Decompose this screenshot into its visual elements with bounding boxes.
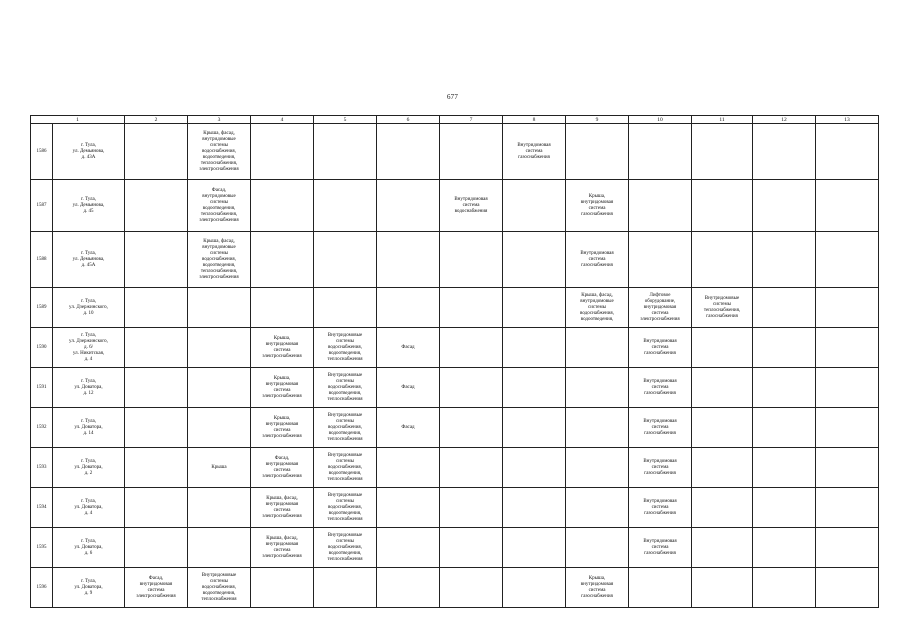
column-header-2: 2 [125, 116, 188, 124]
work-cell-col-7 [440, 124, 503, 180]
table-row [31, 180, 879, 232]
column-header-3: 3 [188, 116, 251, 124]
work-cell-col-13 [816, 124, 879, 180]
work-cell-col-10 [629, 328, 692, 368]
work-cell-col-3 [188, 408, 251, 448]
work-cell-col-9 [566, 448, 629, 488]
table-row [31, 568, 879, 608]
work-cell-col-11 [692, 328, 753, 368]
table-row [31, 288, 879, 328]
address-cell [53, 568, 125, 608]
work-cell-col-5 [314, 328, 377, 368]
row-number: 1593 [31, 448, 53, 488]
column-header-9: 9 [566, 116, 629, 124]
table-row [31, 328, 879, 368]
work-cell-col-4 [251, 180, 314, 232]
work-cell-col-5 [314, 408, 377, 448]
cell-text: Фасад, внутридомовая система электроснабжения [262, 455, 302, 479]
work-cell-col-5 [314, 180, 377, 232]
work-cell-col-6 [377, 448, 440, 488]
work-cell-col-3 [188, 568, 251, 608]
work-cell-col-5 [314, 448, 377, 488]
work-cell-col-12 [753, 180, 816, 232]
work-cell-col-4 [251, 408, 314, 448]
table-body [31, 124, 879, 608]
cell-text: г. Тула, ул. Доватора, д. 2 [74, 458, 103, 476]
work-cell-col-2 [125, 488, 188, 528]
work-cell-col-12 [753, 232, 816, 288]
cell-text: г. Тула, ул. Демьянова, д. 45А [72, 250, 105, 268]
address-cell [53, 180, 125, 232]
work-cell-col-6 [377, 232, 440, 288]
work-cell-col-6 [377, 488, 440, 528]
work-cell-col-2 [125, 124, 188, 180]
work-cell-col-4 [251, 288, 314, 328]
cell-text: Внутридомовая система газоснабжения [643, 458, 677, 476]
cell-text: Крыша, фасад, внутридомовая система электроснабжения [262, 495, 302, 519]
address-cell [53, 368, 125, 408]
work-cell-col-8 [503, 488, 566, 528]
work-cell-col-8 [503, 368, 566, 408]
cell-text: Фасад [401, 344, 415, 350]
work-cell-col-9 [566, 232, 629, 288]
cell-text: г. Тула, ул. Дзержинского, д. 6/ ул. Никитская, д. 4 [69, 332, 108, 362]
work-cell-col-9 [566, 568, 629, 608]
work-cell-col-9 [566, 368, 629, 408]
work-cell-col-9 [566, 488, 629, 528]
row-number: 1589 [31, 288, 53, 328]
work-cell-col-3 [188, 288, 251, 328]
column-header-7: 7 [440, 116, 503, 124]
work-cell-col-10 [629, 408, 692, 448]
row-number: 1595 [31, 528, 53, 568]
work-cell-col-9 [566, 528, 629, 568]
cell-text: Внутридомовая система газоснабжения [643, 538, 677, 556]
work-cell-col-12 [753, 568, 816, 608]
work-cell-col-8 [503, 124, 566, 180]
work-cell-col-5 [314, 124, 377, 180]
work-cell-col-2 [125, 408, 188, 448]
work-cell-col-12 [753, 124, 816, 180]
work-cell-col-11 [692, 180, 753, 232]
cell-text: г. Тула, ул. Доватора, д. 14 [74, 418, 103, 436]
table-row [31, 408, 879, 448]
work-cell-col-4 [251, 328, 314, 368]
work-cell-col-9 [566, 180, 629, 232]
work-cell-col-11 [692, 568, 753, 608]
work-cell-col-7 [440, 488, 503, 528]
work-cell-col-11 [692, 408, 753, 448]
work-cell-col-7 [440, 288, 503, 328]
work-cell-col-5 [314, 488, 377, 528]
address-cell [53, 328, 125, 368]
cell-text: Внутридомовая система водоснабжения [454, 196, 488, 214]
header-row [31, 116, 879, 124]
row-number: 1592 [31, 408, 53, 448]
work-cell-col-8 [503, 288, 566, 328]
cell-text: Внутридомовые системы водоснабжения, водоотведения, теплоснабжения [327, 332, 363, 362]
cell-text: Фасад, внутридомовые системы водоотведения, теплоснабжения, электроснабжения [199, 187, 239, 223]
row-number: 1588 [31, 232, 53, 288]
work-cell-col-9 [566, 328, 629, 368]
address-cell [53, 232, 125, 288]
work-cell-col-8 [503, 328, 566, 368]
work-cell-col-10 [629, 448, 692, 488]
work-cell-col-6 [377, 124, 440, 180]
cell-text: г. Тула, ул. Доватора, д. 6 [74, 538, 103, 556]
cell-text: Внутридомовые системы водоснабжения, водоотведения, теплоснабжения [327, 412, 363, 442]
work-cell-col-7 [440, 408, 503, 448]
work-cell-col-13 [816, 232, 879, 288]
work-cell-col-4 [251, 528, 314, 568]
cell-text: г. Тула, ул. Доватора, д. 4 [74, 498, 103, 516]
column-header-1: 1 [31, 116, 125, 124]
work-cell-col-13 [816, 328, 879, 368]
cell-text: Внутридомовая система газоснабжения [643, 338, 677, 356]
work-cell-col-10 [629, 568, 692, 608]
work-cell-col-3 [188, 368, 251, 408]
work-cell-col-2 [125, 568, 188, 608]
table-row [31, 232, 879, 288]
cell-text: Крыша, внутридомовая система газоснабжения [580, 575, 614, 599]
cell-text: Крыша, фасад, внутридомовые системы водоснабжения, водоотведения, теплоснабжения, электроснабжения [199, 238, 239, 280]
work-cell-col-6 [377, 528, 440, 568]
work-cell-col-12 [753, 328, 816, 368]
cell-text: Фасад, внутридомовая система электроснабжения [136, 575, 176, 599]
work-cell-col-3 [188, 180, 251, 232]
address-cell [53, 448, 125, 488]
work-cell-col-10 [629, 528, 692, 568]
work-cell-col-6 [377, 568, 440, 608]
work-cell-col-10 [629, 488, 692, 528]
work-cell-col-10 [629, 232, 692, 288]
work-cell-col-3 [188, 448, 251, 488]
work-cell-col-11 [692, 528, 753, 568]
work-cell-col-7 [440, 180, 503, 232]
work-cell-col-5 [314, 288, 377, 328]
work-cell-col-3 [188, 328, 251, 368]
cell-text: Внутридомовая система газоснабжения [580, 250, 614, 268]
work-cell-col-5 [314, 368, 377, 408]
work-cell-col-3 [188, 124, 251, 180]
repair-schedule-table [30, 115, 879, 608]
work-cell-col-6 [377, 288, 440, 328]
work-cell-col-8 [503, 528, 566, 568]
work-cell-col-8 [503, 232, 566, 288]
cell-text: г. Тула, ул. Доватора, д. 9 [74, 578, 103, 596]
work-cell-col-12 [753, 488, 816, 528]
cell-text: Внутридомовая система газоснабжения [643, 418, 677, 436]
work-cell-col-10 [629, 180, 692, 232]
work-cell-col-11 [692, 288, 753, 328]
work-cell-col-3 [188, 528, 251, 568]
work-cell-col-10 [629, 288, 692, 328]
work-cell-col-11 [692, 488, 753, 528]
work-cell-col-10 [629, 368, 692, 408]
work-cell-col-8 [503, 448, 566, 488]
work-cell-col-2 [125, 328, 188, 368]
work-cell-col-8 [503, 568, 566, 608]
work-cell-col-2 [125, 448, 188, 488]
work-cell-col-13 [816, 368, 879, 408]
cell-text: Внутридомовые системы теплоснабжения, газоснабжения [703, 295, 741, 319]
cell-text: Крыша, внутридомовая система газоснабжения [580, 193, 614, 217]
cell-text: Внутридомовые системы водоснабжения, водоотведения, теплоснабжения [327, 532, 363, 562]
work-cell-col-5 [314, 528, 377, 568]
cell-text: Крыша, внутридомовая система электроснабжения [262, 335, 302, 359]
work-cell-col-5 [314, 568, 377, 608]
cell-text: Крыша, фасад, внутридомовая система электроснабжения [262, 535, 302, 559]
work-cell-col-4 [251, 124, 314, 180]
cell-text: Внутридомовые системы водоснабжения, водоотведения, теплоснабжения [201, 572, 237, 602]
table-row [31, 368, 879, 408]
work-cell-col-7 [440, 328, 503, 368]
cell-text: Крыша, фасад, внутридомовые системы водоснабжения, водоотведения, [580, 292, 614, 322]
cell-text: Внутридомовые системы водоснабжения, водоотведения, теплоснабжения [327, 492, 363, 522]
row-number: 1596 [31, 568, 53, 608]
row-number: 1594 [31, 488, 53, 528]
work-cell-col-8 [503, 180, 566, 232]
column-header-12: 12 [753, 116, 816, 124]
work-cell-col-3 [188, 488, 251, 528]
column-header-10: 10 [629, 116, 692, 124]
cell-text: г. Тула, ул. Демьянова, д. 43А [72, 142, 105, 160]
cell-text: г. Тула, ул. Демьянова, д. 45 [72, 196, 105, 214]
work-cell-col-12 [753, 288, 816, 328]
work-cell-col-4 [251, 568, 314, 608]
work-cell-col-6 [377, 408, 440, 448]
row-number: 1587 [31, 180, 53, 232]
work-cell-col-11 [692, 368, 753, 408]
work-cell-col-9 [566, 124, 629, 180]
row-number: 1590 [31, 328, 53, 368]
address-cell [53, 288, 125, 328]
column-header-5: 5 [314, 116, 377, 124]
work-cell-col-13 [816, 288, 879, 328]
table-row [31, 488, 879, 528]
work-cell-col-13 [816, 180, 879, 232]
page-number: 677 [446, 93, 459, 101]
work-cell-col-7 [440, 232, 503, 288]
cell-text: Крыша, фасад, внутридомовые системы водоснабжения, водоотведения, теплоснабжения, электроснабжения [199, 130, 239, 172]
column-header-11: 11 [692, 116, 753, 124]
cell-text: г. Тула, ул. Доватора, д. 12 [74, 378, 103, 396]
cell-text: Внутридомовая система газоснабжения [643, 378, 677, 396]
work-cell-col-12 [753, 528, 816, 568]
work-cell-col-6 [377, 328, 440, 368]
cell-text: Фасад [401, 424, 415, 430]
work-cell-col-13 [816, 408, 879, 448]
work-cell-col-4 [251, 488, 314, 528]
cell-text: Крыша, внутридомовая система электроснабжения [262, 415, 302, 439]
work-cell-col-2 [125, 180, 188, 232]
address-cell [53, 528, 125, 568]
table-row [31, 528, 879, 568]
work-cell-col-5 [314, 232, 377, 288]
work-cell-col-13 [816, 528, 879, 568]
cell-text: Фасад [401, 384, 415, 390]
cell-text: Внутридомовая система газоснабжения [517, 142, 551, 160]
row-number: 1591 [31, 368, 53, 408]
work-cell-col-4 [251, 448, 314, 488]
work-cell-col-6 [377, 180, 440, 232]
work-cell-col-11 [692, 232, 753, 288]
work-cell-col-4 [251, 368, 314, 408]
work-cell-col-2 [125, 232, 188, 288]
work-cell-col-12 [753, 368, 816, 408]
cell-text: Внутридомовые системы водоснабжения, водоотведения, теплоснабжения [327, 452, 363, 482]
work-cell-col-7 [440, 568, 503, 608]
column-header-8: 8 [503, 116, 566, 124]
work-cell-col-13 [816, 488, 879, 528]
work-cell-col-7 [440, 368, 503, 408]
work-cell-col-8 [503, 408, 566, 448]
work-cell-col-10 [629, 124, 692, 180]
table-header [31, 116, 879, 124]
work-cell-col-2 [125, 528, 188, 568]
row-number: 1586 [31, 124, 53, 180]
work-cell-col-11 [692, 448, 753, 488]
work-cell-col-11 [692, 124, 753, 180]
cell-text: Внутридомовая система газоснабжения [643, 498, 677, 516]
work-cell-col-7 [440, 448, 503, 488]
work-cell-col-2 [125, 288, 188, 328]
column-header-4: 4 [251, 116, 314, 124]
cell-text: г. Тула, ул. Дзержинского, д. 10 [69, 298, 108, 316]
work-cell-col-4 [251, 232, 314, 288]
work-cell-col-13 [816, 448, 879, 488]
cell-text: Лифтовое оборудование, внутридомовая система электроснабжения [640, 292, 680, 322]
column-header-13: 13 [816, 116, 879, 124]
cell-text: Крыша [211, 464, 227, 470]
column-header-6: 6 [377, 116, 440, 124]
address-cell [53, 488, 125, 528]
cell-text: Внутридомовые системы водоснабжения, водоотведения, теплоснабжения [327, 372, 363, 402]
work-cell-col-9 [566, 288, 629, 328]
table-row [31, 124, 879, 180]
work-cell-col-7 [440, 528, 503, 568]
cell-text: Крыша, внутридомовая система электроснабжения [262, 375, 302, 399]
address-cell [53, 408, 125, 448]
work-cell-col-2 [125, 368, 188, 408]
table-row [31, 448, 879, 488]
work-cell-col-3 [188, 232, 251, 288]
work-cell-col-9 [566, 408, 629, 448]
work-cell-col-6 [377, 368, 440, 408]
address-cell [53, 124, 125, 180]
work-cell-col-12 [753, 408, 816, 448]
work-cell-col-12 [753, 448, 816, 488]
work-cell-col-13 [816, 568, 879, 608]
